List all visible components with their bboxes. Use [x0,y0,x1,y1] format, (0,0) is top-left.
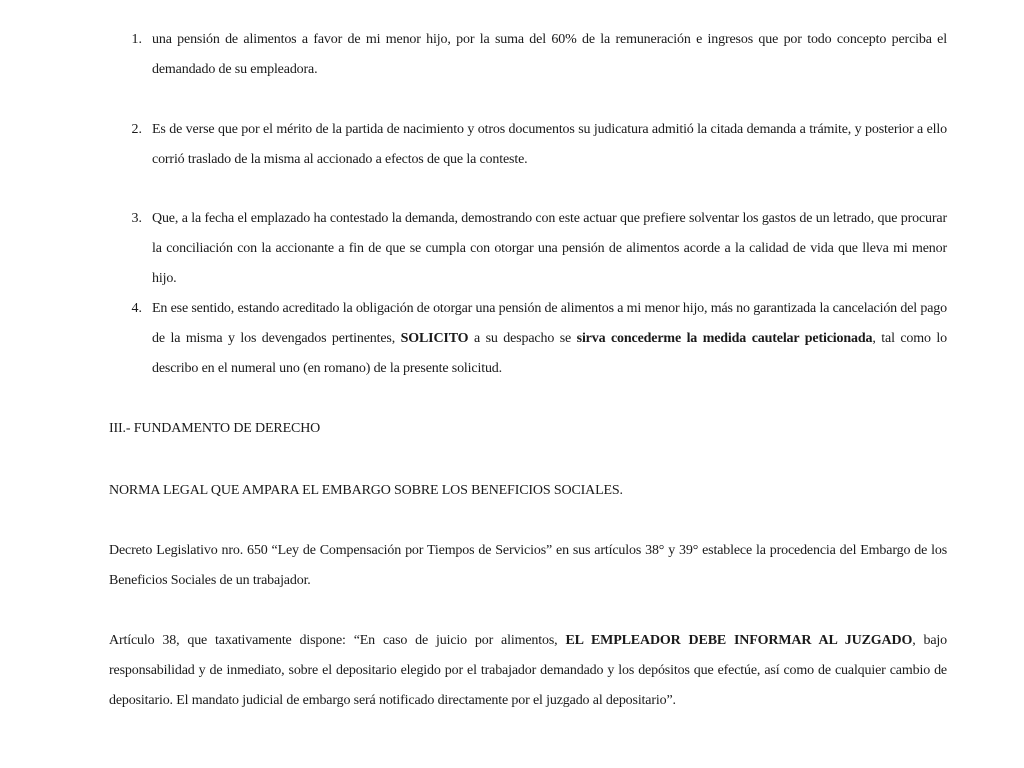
list-item-number: 3. [131,211,142,226]
list-item-text: Es de verse que por el mérito de la partida de nacimiento y otros documentos su judicatura admitió la citada demanda a trámite, y posterior a ello corrió traslado de la misma al accionado a efectos de que la conteste. [152,122,947,167]
medida-cautelar-emphasis: sirva concederme la medida cautelar peticionada [576,331,873,346]
articulo-38-paragraph [109,626,947,716]
list-item-text-segment: , tal como lo describo en el numeral uno (en romano) de la presente solicitud. [152,331,948,376]
list-item-number: 2. [131,122,142,137]
decreto-paragraph: Decreto Legislativo nro. 650 “Ley de Compensación por Tiempos de Servicios” en sus artículos 38° y 39° establece la procedencia del Embargo de los Beneficios Sociales de un trabajador. [109,543,947,588]
paragraph-text-segment: , bajo responsabilidad y de inmediato, sobre el depositario elegido por el trabajador demandado y los depósitos que efectúe, así como de cualquier cambio de depositario. El mandato judicial de embargo será notificado directamente por el juzgado al depositario”. [109,633,947,708]
empleador-emphasis: EL EMPLEADOR DEBE INFORMAR AL JUZGADO [565,633,913,648]
section-heading: III.- FUNDAMENTO DE DERECHO [109,421,321,436]
list-item-number: 4. [131,301,142,316]
list-item-text: una pensión de alimentos a favor de mi menor hijo, por la suma del 60% de la remuneración e ingresos que por todo concepto perciba el demandado de su empleadora. [152,32,947,77]
paragraph-text-segment: Artículo 38, que taxativamente dispone: “En caso de juicio por alimentos, [109,633,566,648]
list-item-number: 1. [131,32,142,47]
solicito-emphasis: SOLICITO [400,331,469,346]
list-item-text-segment: a su despacho se [468,331,577,346]
list-item-text [152,294,947,384]
legal-norm-subheading: NORMA LEGAL QUE AMPARA EL EMBARGO SOBRE LOS BENEFICIOS SOCIALES. [109,483,623,498]
list-item-text-segment: En ese sentido, estando acreditado la obligación de otorgar una pensión de alimentos a mi menor hijo, más no garantizada la cancelación del pago de la misma y los devengados pertinentes, [152,301,947,346]
list-item-text: Que, a la fecha el emplazado ha contestado la demanda, demostrando con este actuar que prefiere solventar los gastos de un letrado, que procurar la conciliación con la accionante a fin de que se cumpla con otorgar una pensión de alimentos acorde a la calidad de vida que lleva mi menor hijo. [152,211,947,286]
